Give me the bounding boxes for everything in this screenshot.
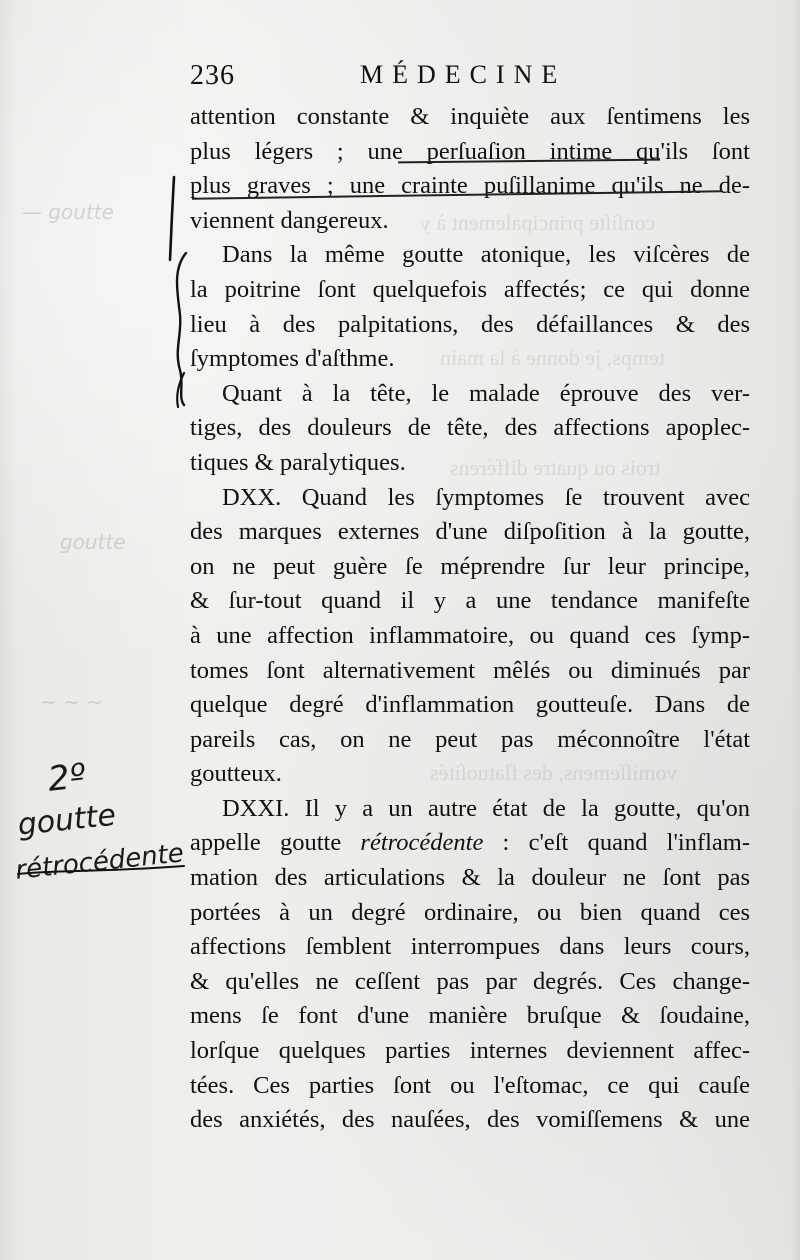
show-through-text: vomiſſemens, des flatuoſités	[430, 760, 678, 785]
text-line: lieu à des palpitations, des défaillances & des	[190, 310, 750, 338]
faint-margin-scribble: ~ ~ ~	[40, 690, 103, 714]
show-through-text: trois ou quatre différens	[450, 455, 661, 480]
body-text	[190, 100, 750, 1138]
text-line: viennent dangereux.	[190, 206, 389, 234]
text-line: plus graves ; une crainte puſillanime qu'ils ne de-	[190, 172, 750, 200]
text-line: plus légers ; une perſuaſion intime qu'ils ſont	[190, 137, 750, 165]
show-through-text: conſiſte principalement à y	[420, 210, 656, 235]
text-line: DXXI. Il y a un autre état de la goutte, qu'on	[222, 794, 750, 822]
handwritten-note: rétrocédente	[14, 838, 186, 886]
text-fragment: : c'eſt quand l'inflam-	[483, 829, 750, 857]
text-line: tiques & paralytiques.	[190, 448, 406, 476]
text-line: attention constante & inquiète aux ſentimens les	[190, 103, 750, 130]
text-line: on ne peut guère ſe méprendre ſur leur principe,	[190, 552, 750, 580]
text-line: portées à un degré ordinaire, ou bien quand ces	[190, 898, 750, 926]
text-line: tiges, des douleurs de tête, des affections apoplec-	[190, 414, 750, 442]
page-number: 236	[190, 60, 235, 91]
text-line: DXX. Quand les ſymptomes ſe trouvent avec	[222, 483, 750, 511]
text-line: quelque degré d'inflammation goutteuſe. Dans de	[190, 691, 750, 719]
margin-bracket-mark	[160, 175, 190, 465]
text-line: la poitrine ſont quelquefois affectés; ce qui donne	[190, 275, 750, 303]
page-header	[190, 60, 750, 96]
text-line: à une affection inflammatoire, ou quand ces ſymp-	[190, 621, 750, 649]
faint-margin-scribble: — goutte	[22, 200, 114, 224]
show-through-text: temps, je donne à la main	[440, 345, 665, 370]
text-line: mens ſe font d'une manière bruſque & ſoudaine,	[190, 1002, 750, 1030]
handwritten-note: goutte	[16, 797, 118, 843]
handwritten-note: 2º	[46, 756, 88, 800]
text-line: Quant à la tête, le malade éprouve des ver-	[222, 379, 750, 407]
text-line: & ſur-tout quand il y a une tendance manifeſte	[190, 587, 750, 615]
text-line: affections ſemblent interrompues dans leurs cours,	[190, 933, 750, 961]
text-line: pareils cas, on ne peut pas méconnoître l'état	[190, 725, 750, 753]
text-line: tées. Ces parties ſont ou l'eſtomac, ce qui cauſe	[190, 1071, 750, 1099]
text-line: mation des articulations & la douleur ne ſont pas	[190, 864, 750, 892]
text-line: goutteux.	[190, 760, 282, 788]
faint-margin-scribble: goutte	[60, 530, 126, 554]
running-head: MÉDECINE	[360, 60, 567, 89]
text-line: tomes ſont alternativement mêlés ou diminués par	[190, 656, 750, 684]
text-line: Dans la même goutte atonique, les viſcères de	[222, 241, 750, 269]
text-line: & qu'elles ne ceſſent pas par degrés. Ces change-	[190, 967, 750, 995]
text-line: des marques externes d'une diſpoſition à la goutte,	[190, 518, 750, 546]
text-fragment: appelle goutte	[190, 829, 361, 857]
text-line: lorſque quelques parties internes deviennent affec-	[190, 1037, 750, 1065]
text-line-italic	[190, 826, 750, 861]
text-line: ſymptomes d'aſthme.	[190, 345, 395, 373]
note-underline-mark	[16, 860, 186, 880]
italic-term: rétrocédente	[360, 829, 484, 857]
text-line: des anxiétés, des nauſées, des vomiſſemens & une	[190, 1106, 750, 1134]
